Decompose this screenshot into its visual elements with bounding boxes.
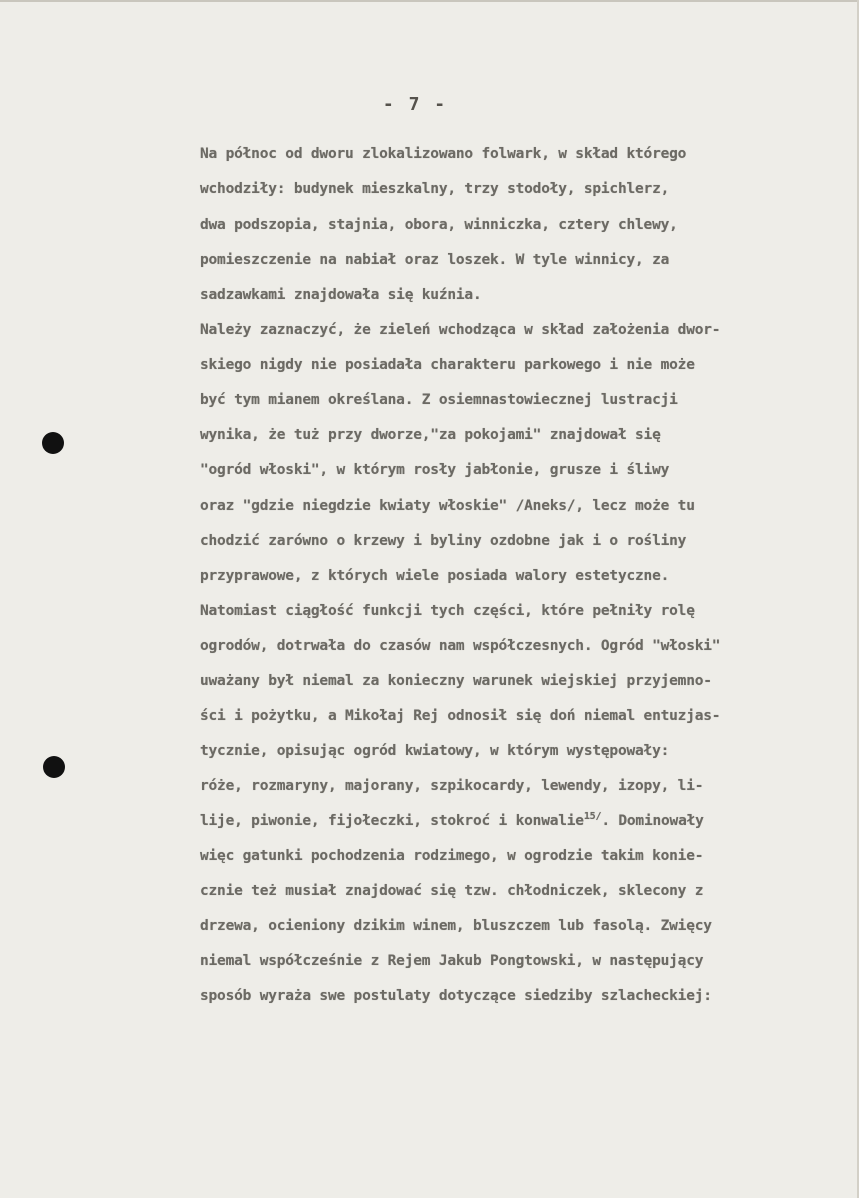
text-line: ści i pożytku, a Mikołaj Rej odnosił się doń niemal entuzjas-: [200, 708, 721, 724]
text-line-tail: . Dominowały: [601, 813, 704, 829]
text-line: ogrodów, dotrwała do czasów nam współczesnych. Ogród "włoski": [200, 638, 721, 654]
page-edge: [0, 0, 859, 2]
text-line: sadzawkami znajdowała się kuźnia.: [200, 287, 482, 303]
text-line: Na północ od dworu zlokalizowano folwark, w skład którego: [200, 146, 687, 162]
text-line: być tym mianem określana. Z osiemnastowiecznej lustracji: [200, 392, 678, 408]
text-line: uważany był niemal za konieczny warunek wiejskiej przyjemno-: [200, 673, 712, 689]
text-line: róże, rozmaryny, majorany, szpikocardy, lewendy, izopy, li-: [200, 778, 704, 794]
text-line: tycznie, opisując ogród kwiatowy, w którym występowały:: [200, 743, 670, 759]
text-line: oraz "gdzie niegdzie kwiaty włoskie" /Aneks/, lecz może tu: [200, 498, 695, 514]
text-line: wchodziły: budynek mieszkalny, trzy stodoły, spichlerz,: [200, 181, 670, 197]
text-line: wynika, że tuż przy dworze,"za pokojami" znajdował się: [200, 427, 661, 443]
text-line: cznie też musiał znajdować się tzw. chłodniczek, sklecony z: [200, 883, 704, 899]
text-line: przyprawowe, z których wiele posiada walory estetyczne.: [200, 568, 670, 584]
text-line: [200, 812, 704, 830]
text-line: pomieszczenie na nabiał oraz loszek. W tyle winnicy, za: [200, 252, 670, 268]
text-line: Natomiast ciągłość funkcji tych części, które pełniły rolę: [200, 603, 695, 619]
text-line: drzewa, ocieniony dzikim winem, bluszczem lub fasolą. Zwięcy: [200, 918, 712, 934]
text-line: chodzić zarówno o krzewy i byliny ozdobne jak i o rośliny: [200, 533, 687, 549]
text-line: sposób wyraża swe postulaty dotyczące siedziby szlacheckiej:: [200, 988, 712, 1004]
punch-hole: [43, 756, 65, 778]
page-number: - 7 -: [382, 94, 448, 115]
text-line: "ogród włoski", w którym rosły jabłonie, grusze i śliwy: [200, 462, 670, 478]
text-line: Należy zaznaczyć, że zieleń wchodząca w skład założenia dwor-: [200, 322, 721, 338]
text-line: skiego nigdy nie posiadała charakteru parkowego i nie może: [200, 357, 695, 373]
text-line: niemal współcześnie z Rejem Jakub Pongtowski, w następujący: [200, 953, 704, 969]
text-line: więc gatunki pochodzenia rodzimego, w ogrodzie takim konie-: [200, 848, 704, 864]
text-line-main: lije, piwonie, fijołeczki, stokroć i konwalie: [200, 813, 584, 829]
footnote-reference: 15/: [583, 811, 602, 822]
punch-hole: [42, 432, 64, 454]
text-line: dwa podszopia, stajnia, obora, winniczka, cztery chlewy,: [200, 217, 678, 233]
